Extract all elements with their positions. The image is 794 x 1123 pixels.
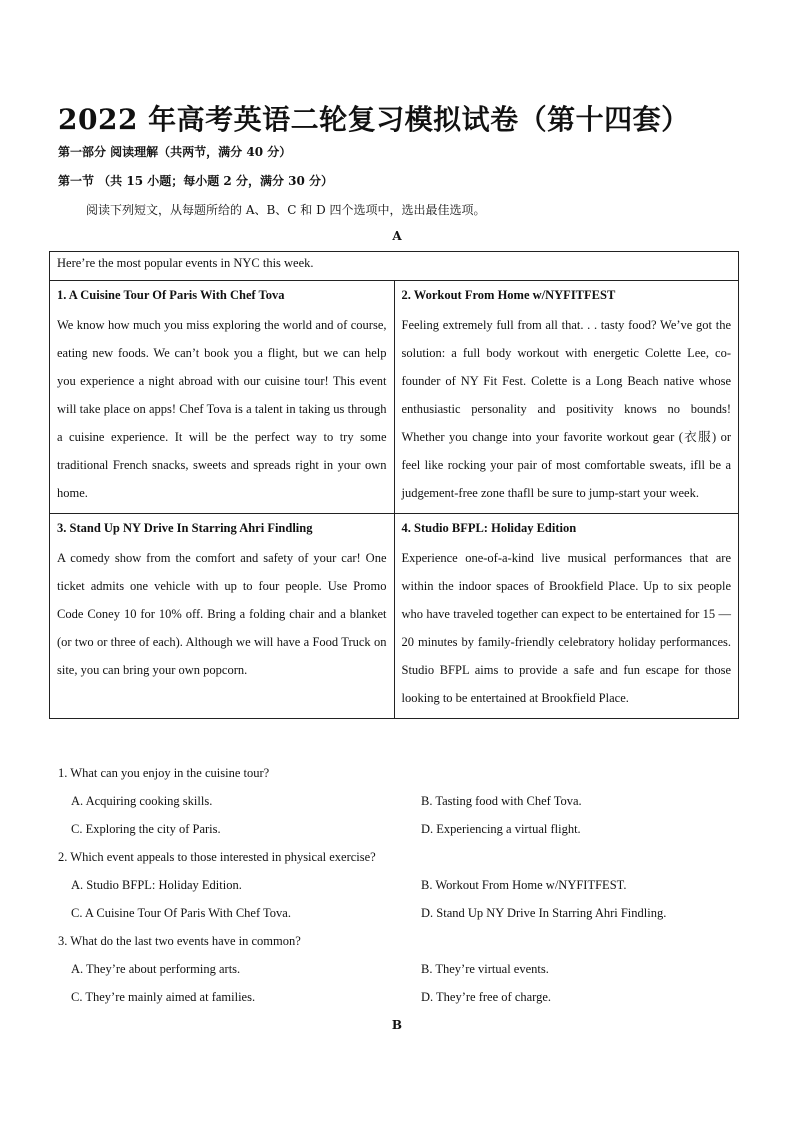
part-heading: 第一部分 阅读理解（共两节，满分 40 分） [58, 145, 292, 159]
options-row [58, 819, 748, 847]
event-body: We know how much you miss exploring the world and of course, eating new foods. We can’t book you a flight, but we can help you experience a night abroad with our cuisine tour! This event will take place on apps! Chef Tova is a talent in taking us through a cuisine experience. It will be the perfect way to try some traditional French snacks, sweets and spreads right in your own home. [57, 318, 387, 500]
option-a: A. They’re about performing arts. [71, 962, 241, 976]
option-c: C. A Cuisine Tour Of Paris With Chef Tova. [71, 906, 291, 920]
question-1-stem: 1. What can you enjoy in the cuisine tour? [58, 766, 270, 780]
passage-b-label: B [391, 1018, 403, 1032]
event-cell-3 [50, 514, 395, 719]
event-cell-1 [50, 281, 395, 514]
event-title: 4. Studio BFPL: Holiday Edition [401, 521, 577, 535]
question-3-stem: 3. What do the last two events have in common? [58, 934, 301, 948]
option-a: A. Acquiring cooking skills. [71, 794, 213, 808]
event-title: 2. Workout From Home w/NYFITFEST [401, 288, 616, 302]
option-d: D. Stand Up NY Drive In Starring Ahri Findling. [421, 906, 667, 920]
section-heading: 第一节 （共 15 小题；每小题 2 分，满分 30 分） [58, 174, 333, 188]
options-row [58, 959, 748, 987]
options-row [58, 875, 748, 903]
question-2-stem: 2. Which event appeals to those interested in physical exercise? [58, 850, 376, 864]
passage-a-label: A [392, 229, 402, 243]
event-body: Experience one-of-a-kind live musical performances that are within the indoor spaces of Brookfield Place. Up to six people who have traveled together can expect to be entertained for 15 — 20 minutes by family-friendly celebratory holiday performances. Studio BFPL aims to provide a safe and fun escape for those looking to be entertained at Brookfield Place. [401, 551, 731, 705]
event-body: Feeling extremely full from all that. . . tasty food? We’ve got the solution: a full body workout with energetic Colette Lee, co-founder of NY Fit Fest. Colette is a Long Beach native whose enthusiastic personality and positivity knows no bounds! Whether you change into your favorite workout gear (衣服) or feel like rocking your pair of most comfortable sweats, ifll be a judgement-free zone thafll be sure to jump-start your week. [401, 318, 731, 500]
option-b: B. They’re virtual events. [421, 962, 549, 976]
option-c: C. Exploring the city of Paris. [71, 822, 221, 836]
options-row [58, 987, 748, 1015]
option-a: A. Studio BFPL: Holiday Edition. [71, 878, 242, 892]
option-d: D. Experiencing a virtual flight. [421, 822, 581, 836]
exam-title: 2022 年高考英语二轮复习模拟试卷（第十四套） [58, 103, 690, 136]
questions [58, 763, 748, 1015]
event-title: 1. A Cuisine Tour Of Paris With Chef Tova [57, 288, 285, 302]
events-intro: Here’re the most popular events in NYC this week. [50, 252, 739, 281]
options-row [58, 903, 748, 931]
event-cell-4 [394, 514, 739, 719]
event-title: 3. Stand Up NY Drive In Starring Ahri Findling [57, 521, 313, 535]
option-c: C. They’re mainly aimed at families. [71, 990, 256, 1004]
option-b: B. Tasting food with Chef Tova. [421, 794, 582, 808]
option-d: D. They’re free of charge. [421, 990, 552, 1004]
options-row [58, 791, 748, 819]
option-b: B. Workout From Home w/NYFITFEST. [421, 878, 627, 892]
event-body: A comedy show from the comfort and safety of your car! One ticket admits one vehicle with up to four people. Use Promo Code Coney 10 for 10% off. Bring a folding chair and a blanket (or two or three of each). Although we will have a Food Truck on site, you can bring your own popcorn. [57, 551, 387, 677]
events-table [49, 251, 739, 719]
event-cell-2 [394, 281, 739, 514]
instructions: 阅读下列短文，从每题所给的 A、B、C 和 D 四个选项中，选出最佳选项。 [86, 203, 486, 217]
